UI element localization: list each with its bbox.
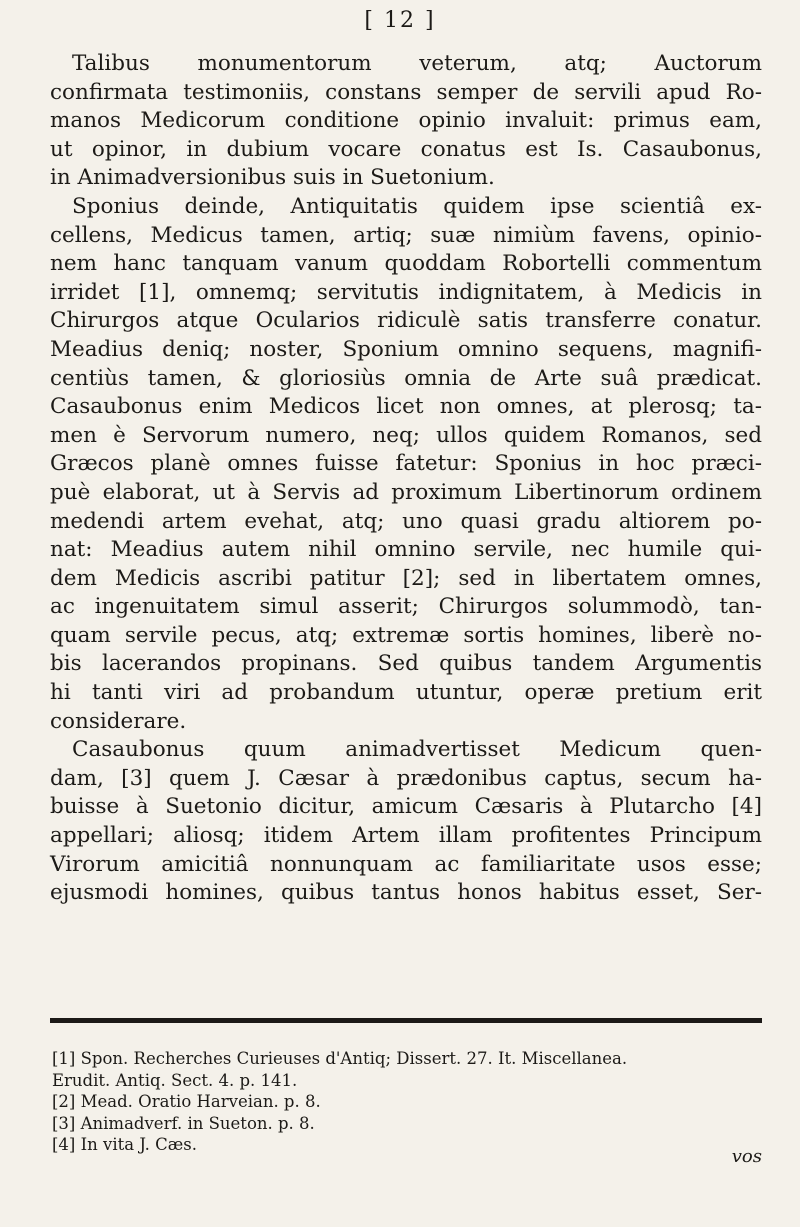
text-line: bis lacerandos propinans. Sed quibus tandem Argumentis	[50, 651, 762, 677]
text-line: buisse à Suetonio dicitur, amicum Cæsaris à Plutarcho [4]	[50, 794, 762, 820]
text-line: centiùs tamen, & gloriosiùs omnia de Arte suâ prædicat.	[50, 365, 762, 391]
text-line: men è Servorum numero, neq; ullos quidem Romanos, sed	[50, 422, 762, 448]
text-line: puè elaborat, ut à Servis ad proximum Libertinorum ordinem	[50, 479, 762, 505]
text-line: manos Medicorum conditione opinio invaluit: primus eam,	[50, 108, 762, 134]
text-line: ejusmodi homines, quibus tantus honos habitus esset, Ser-	[50, 880, 762, 906]
text-line: in Animadversionibus suis in Suetonium.	[50, 165, 495, 191]
text-line: nem hanc tanquam vanum quoddam Robortelli commentum	[50, 251, 762, 277]
text-line: dem Medicis ascribi patitur [2]; sed in libertatem omnes,	[50, 565, 762, 591]
text-line: hi tanti viri ad probandum utuntur, operæ pretium erit	[50, 680, 762, 706]
text-line: quam servile pecus, atq; extremæ sortis homines, liberè no-	[50, 622, 762, 648]
text-line: Græcos planè omnes fuisse fatetur: Sponius in hoc præci-	[50, 451, 762, 477]
text-line: dam, [3] quem J. Cæsar à prædonibus captus, secum ha-	[50, 765, 762, 791]
text-line: Sponius deinde, Antiquitatis quidem ipse scientiâ ex-	[72, 193, 762, 219]
text-line: Casaubonus quum animadvertisset Medicum quen-	[72, 737, 762, 763]
footnote-rule	[50, 1018, 762, 1023]
text-line: appellari; aliosq; itidem Artem illam profitentes Principum	[50, 823, 762, 849]
text-line: confirmata testimoniis, constans semper de servili apud Ro-	[50, 79, 762, 105]
footnote-line: [3] Animadverf. in Sueton. p. 8.	[52, 1113, 315, 1133]
footnote-line: [4] In vita J. Cæs.	[52, 1135, 197, 1154]
text-line: medendi artem evehat, atq; uno quasi gradu altiorem po-	[50, 508, 762, 534]
text-line: nat: Meadius autem nihil omnino servile, nec humile qui-	[50, 537, 762, 563]
footnote-line: Erudit. Antiq. Sect. 4. p. 141.	[52, 1070, 298, 1090]
footnote-line: [1] Spon. Recherches Curieuses d'Antiq; Dissert. 27. It. Miscellanea.	[52, 1049, 628, 1068]
text-line: ut opinor, in dubium vocare conatus est Is. Casaubonus,	[50, 136, 762, 162]
footnotes	[52, 1048, 764, 1156]
text-line: Chirurgos atque Ocularios ridiculè satis transferre conatur.	[50, 308, 762, 334]
text-line: irridet [1], omnemq; servitutis indignitatem, à Medicis in	[50, 279, 762, 305]
catchword: vos	[731, 1146, 762, 1167]
footnote-line: [2] Mead. Oratio Harveian. p. 8.	[52, 1092, 321, 1111]
text-line: Casaubonus enim Medicos licet non omnes, at plerosq; ta-	[50, 394, 762, 420]
text-line: Meadius deniq; noster, Sponium omnino sequens, magnifi-	[50, 336, 762, 362]
text-line: Talibus monumentorum veterum, atq; Auctorum	[72, 51, 762, 76]
text-line: considerare.	[50, 708, 187, 734]
text-line: cellens, Medicus tamen, artiq; suæ nimiùm favens, opinio-	[50, 222, 762, 248]
text-line: ac ingenuitatem simul asserit; Chirurgos solummodò, tan-	[50, 594, 762, 620]
text-line: Virorum amicitiâ nonnunquam ac familiaritate usos esse;	[50, 851, 762, 877]
page-number: [ 12 ]	[364, 8, 436, 33]
body-text	[50, 50, 762, 908]
